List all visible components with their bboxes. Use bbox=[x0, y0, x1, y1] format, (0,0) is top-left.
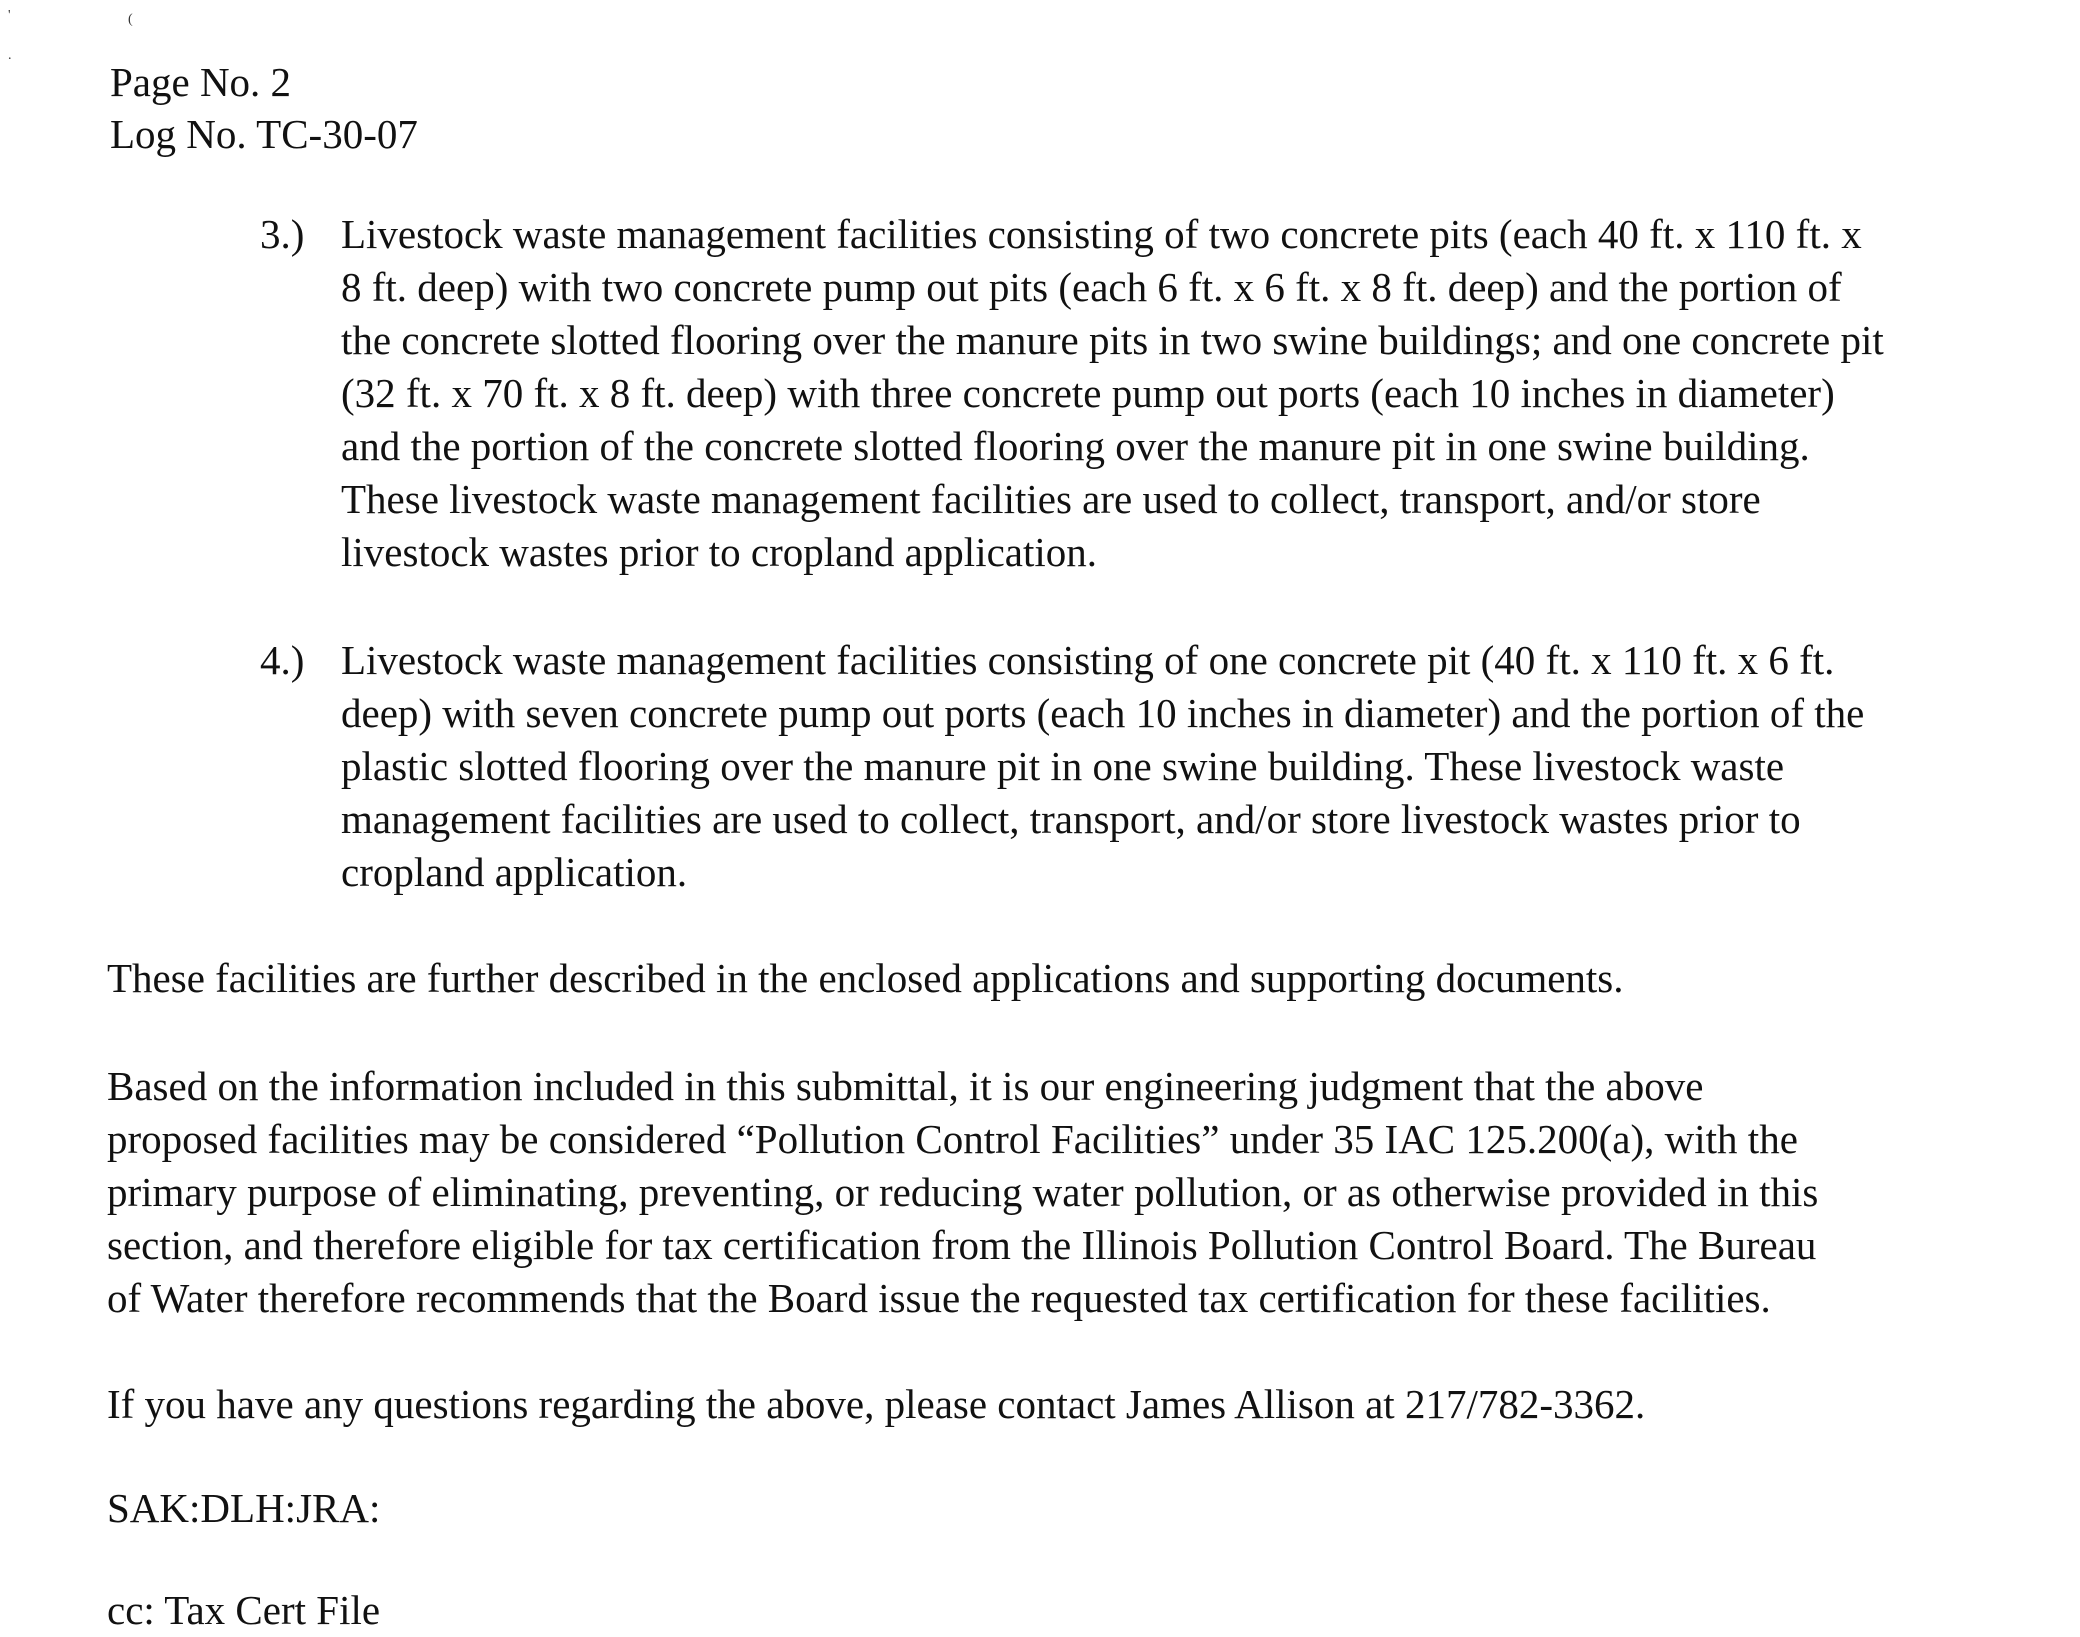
list-item-line: (32 ft. x 70 ft. x 8 ft. deep) with three concrete pump out ports (each 10 inches in diameter) bbox=[341, 370, 1835, 416]
page-number: Page No. 2 bbox=[110, 59, 292, 105]
judgment-paragraph-line: of Water therefore recommends that the Board issue the requested tax certification for these facilities. bbox=[107, 1275, 1771, 1321]
list-item-line: Livestock waste management facilities consisting of two concrete pits (each 40 ft. x 110 ft. x bbox=[341, 211, 1862, 257]
further-described-paragraph: These facilities are further described in the enclosed applications and supporting documents. bbox=[107, 955, 1624, 1001]
scan-speck: ( bbox=[128, 12, 133, 27]
contact-paragraph: If you have any questions regarding the above, please contact James Allison at 217/782-3362. bbox=[107, 1381, 1646, 1427]
list-item-line: management facilities are used to collect, transport, and/or store livestock wastes prior to bbox=[341, 796, 1801, 842]
judgment-paragraph-line: section, and therefore eligible for tax certification from the Illinois Pollution Control Board. The Bureau bbox=[107, 1222, 1817, 1268]
list-item-line: These livestock waste management facilities are used to collect, transport, and/or store bbox=[341, 476, 1761, 522]
log-number: Log No. TC-30-07 bbox=[110, 111, 418, 157]
judgment-paragraph-line: proposed facilities may be considered “Pollution Control Facilities” under 35 IAC 125.200(a), with the bbox=[107, 1116, 1798, 1162]
list-item-line: livestock wastes prior to cropland application. bbox=[341, 529, 1098, 575]
list-item-number: 4.) bbox=[260, 637, 305, 683]
list-item-line: and the portion of the concrete slotted flooring over the manure pit in one swine building. bbox=[341, 423, 1810, 469]
list-item-number: 3.) bbox=[260, 211, 305, 257]
list-item-line: 8 ft. deep) with two concrete pump out pits (each 6 ft. x 6 ft. x 8 ft. deep) and the portion of bbox=[341, 264, 1842, 310]
list-item-line: the concrete slotted flooring over the manure pits in two swine buildings; and one concrete pit bbox=[341, 317, 1884, 363]
judgment-paragraph-line: Based on the information included in this submittal, it is our engineering judgment that the above bbox=[107, 1063, 1704, 1109]
scan-speck: ' bbox=[8, 8, 11, 23]
cc-line: cc: Tax Cert File bbox=[107, 1587, 381, 1633]
list-item-line: Livestock waste management facilities consisting of one concrete pit (40 ft. x 110 ft. x 6 ft. bbox=[341, 637, 1835, 683]
judgment-paragraph-line: primary purpose of eliminating, preventing, or reducing water pollution, or as otherwise provided in this bbox=[107, 1169, 1819, 1215]
initials-line: SAK:DLH:JRA: bbox=[107, 1485, 381, 1531]
list-item-line: plastic slotted flooring over the manure pit in one swine building. These livestock waste bbox=[341, 743, 1785, 789]
list-item-line: deep) with seven concrete pump out ports (each 10 inches in diameter) and the portion of the bbox=[341, 690, 1865, 736]
scan-speck: . bbox=[8, 48, 12, 63]
list-item-line: cropland application. bbox=[341, 849, 688, 895]
